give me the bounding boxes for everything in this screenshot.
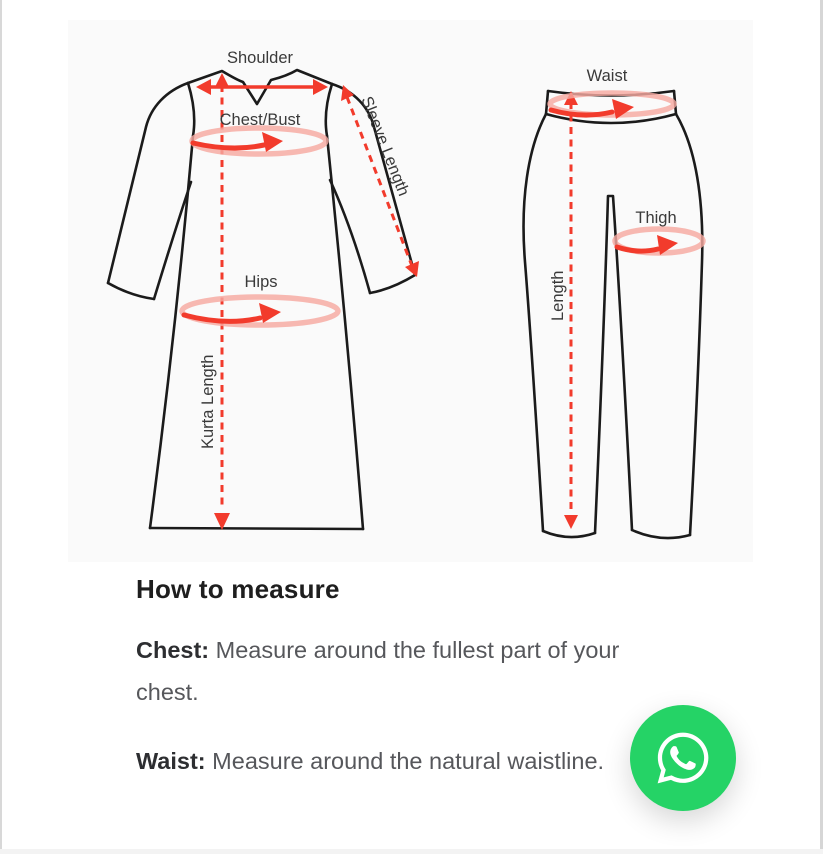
shoulder-label: Shoulder <box>226 49 294 67</box>
waist-term: Waist: <box>136 747 206 774</box>
whatsapp-button[interactable] <box>630 705 736 811</box>
how-to-measure-section <box>136 574 684 809</box>
waist-label: Waist <box>586 67 628 85</box>
hips-label: Hips <box>244 273 278 291</box>
measure-instruction-chest <box>136 630 684 714</box>
kurta-length-label: Kurta Length <box>199 354 217 449</box>
whatsapp-icon <box>654 729 712 787</box>
chest-description: Measure around the fullest part of your chest. <box>136 637 620 705</box>
measure-instruction-waist <box>136 741 684 783</box>
chest-term: Chest: <box>136 637 210 663</box>
length-label: Length <box>549 270 567 321</box>
how-to-measure-title: How to measure <box>136 574 340 604</box>
chest-bust-label: Chest/Bust <box>219 111 301 129</box>
thigh-label: Thigh <box>635 209 677 227</box>
diagram-panel <box>68 20 753 562</box>
waist-description: Measure around the natural waistline. <box>212 747 605 774</box>
page-bottom-edge <box>0 849 823 854</box>
sleeve-length-label: Sleeve Length <box>357 93 413 199</box>
